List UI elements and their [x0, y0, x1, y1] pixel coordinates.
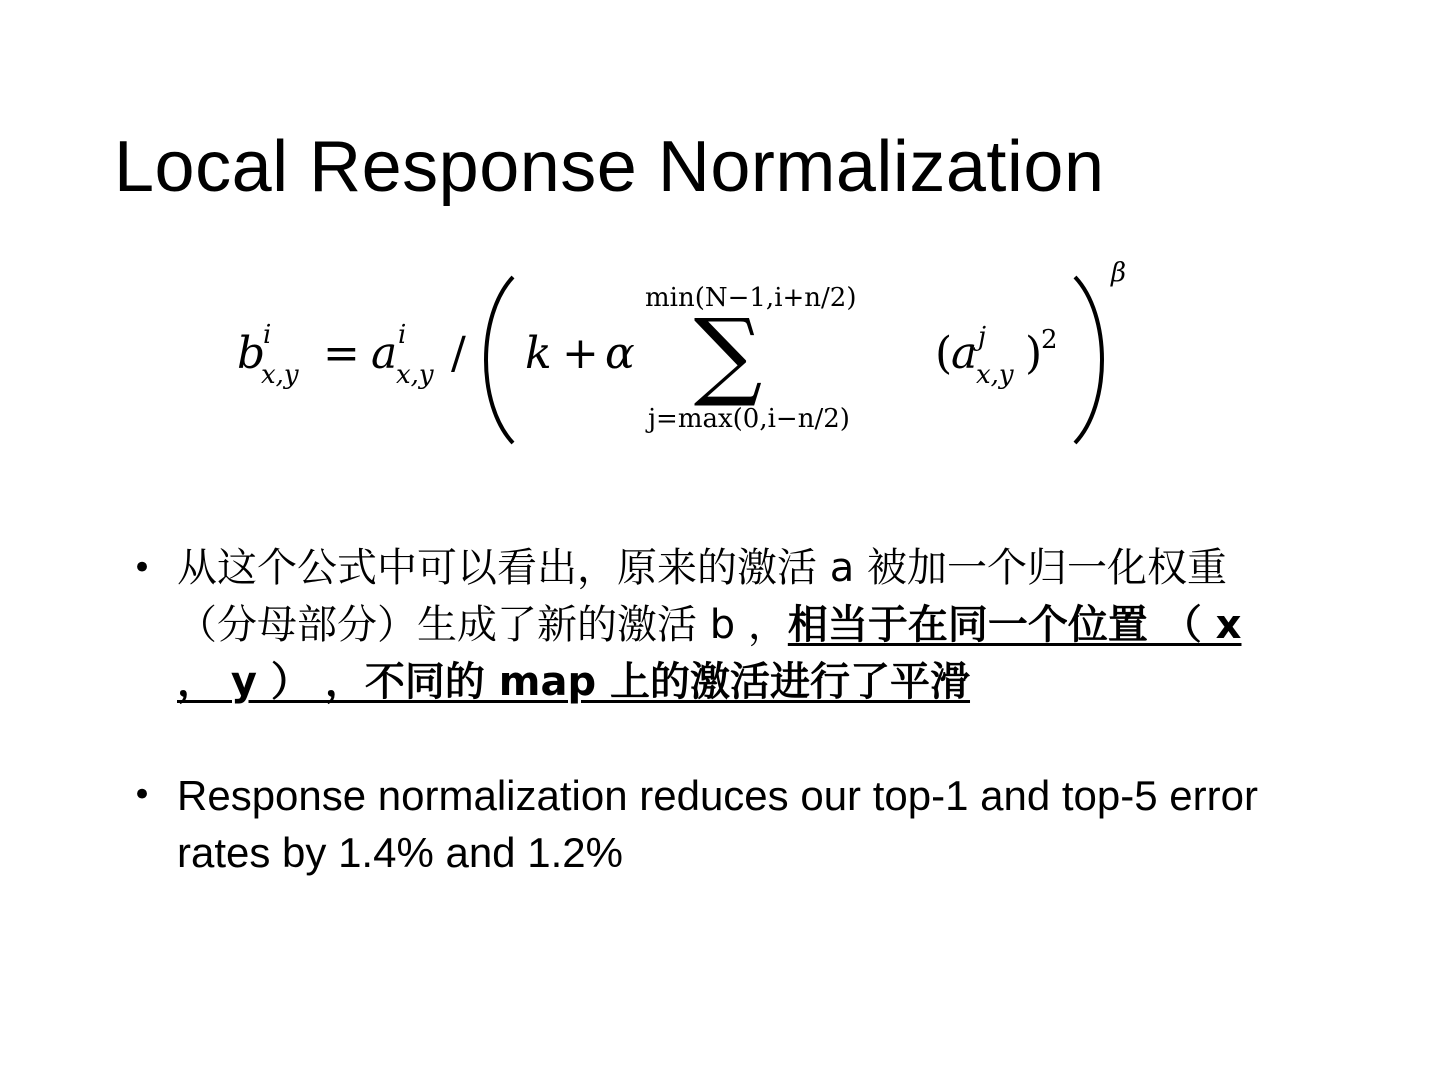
term-a-sub: x,y: [976, 360, 1014, 390]
formula-b-sup: i: [263, 320, 272, 350]
term-square: 2: [1041, 325, 1058, 355]
slide-title: Local Response Normalization: [114, 127, 1105, 207]
sum-lower-limit: j=max(0,i−n/2): [648, 404, 850, 434]
bullet-item-chinese: [130, 540, 1242, 711]
bullet-dot: •: [131, 548, 153, 588]
big-right-paren: [1075, 277, 1102, 443]
big-left-paren: [486, 277, 513, 443]
term-open-paren: (: [935, 328, 953, 379]
lrn-formula: [215, 255, 1225, 465]
formula-b-sub: x,y: [261, 360, 299, 390]
bullet-dot: •: [131, 775, 153, 815]
bullet-emphasis-text: 相当于在同一个位置 （ x ， y ） ，不同的 map 上的激活进行了平滑: [177, 602, 1242, 705]
formula-a: a: [371, 328, 398, 379]
formula-a-sup: i: [398, 320, 407, 350]
term-a: a: [951, 328, 978, 379]
formula-b: b: [237, 328, 266, 379]
formula-alpha: α: [605, 328, 635, 379]
term-a-sup: j: [978, 322, 987, 352]
formula-divide: /: [451, 328, 466, 379]
bullet-list: [130, 540, 1260, 881]
formula-equals: =: [323, 328, 360, 379]
sum-upper-limit: min(N−1,i+n/2): [645, 283, 857, 313]
sum-symbol: ∑: [693, 298, 763, 410]
formula-a-sub: x,y: [396, 360, 434, 390]
formula-beta: β: [1111, 258, 1127, 288]
formula-k: k: [525, 328, 552, 379]
formula-graphic: [215, 255, 1225, 465]
bullet-item-english: [130, 767, 1262, 881]
term-close-paren: ): [1025, 328, 1043, 379]
bullet-text: Response normalization reduces our top-1 and top-5 error rates by 1.4% and 1.2%: [177, 772, 1258, 876]
formula-plus: +: [562, 328, 599, 379]
bullet-normal-text: 从这个公式中可以看出，原来的激活 a 被加一个归一化权重（分母部分）生成了新的激活 b ，: [177, 545, 1227, 648]
